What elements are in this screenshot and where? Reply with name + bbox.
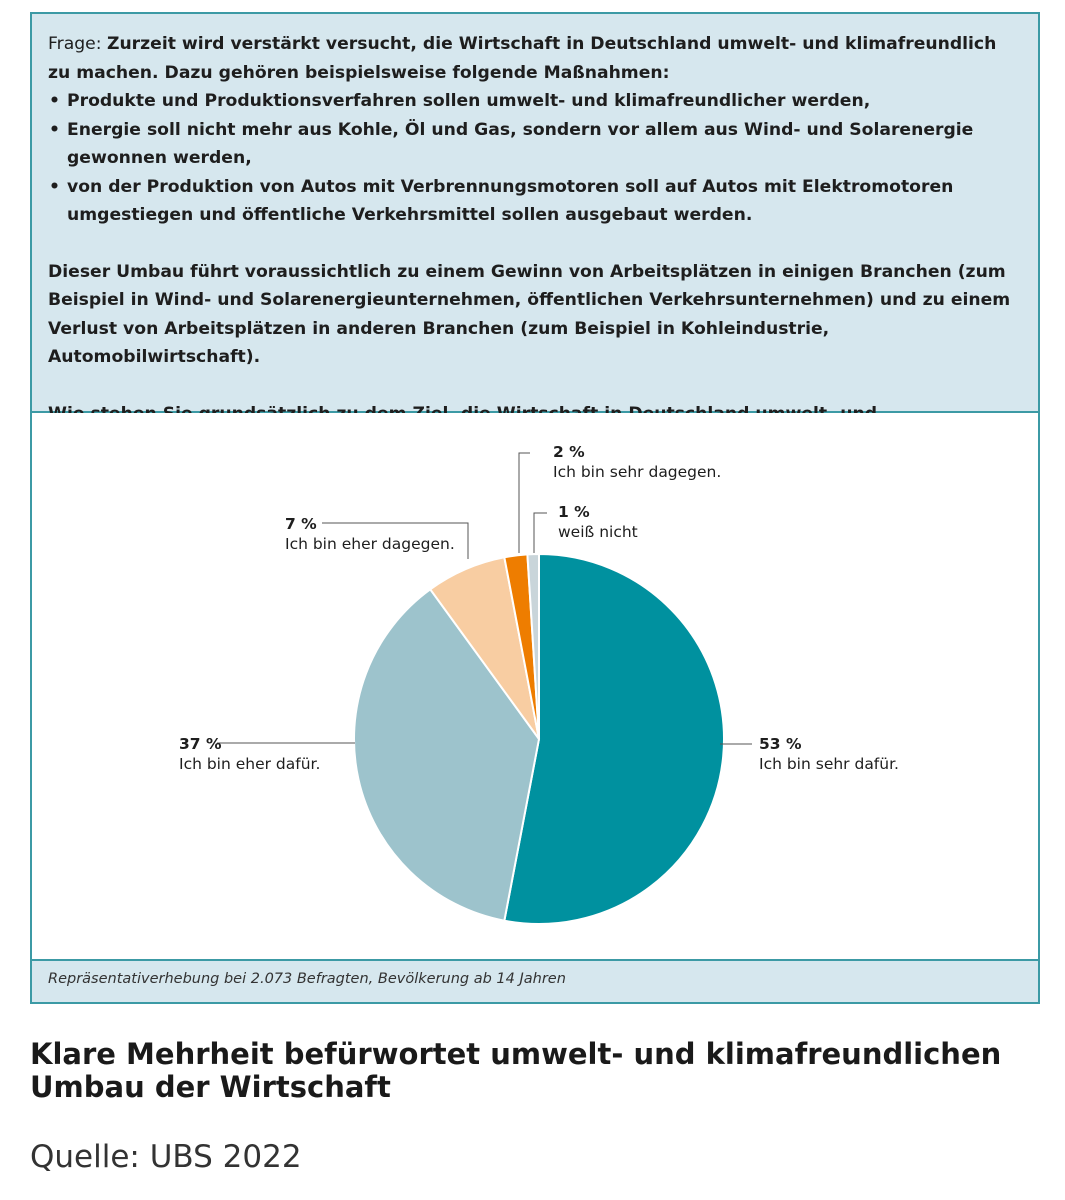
- source-note: Quelle: UBS 2022: [30, 1139, 302, 1175]
- question-context-text: Dieser Umbau führt voraussichtlich zu einem Gewinn von Arbeitsplätzen in einigen Branchen (zum Beispiel in Wind- und Solarenergieunternehmen, öffentlichen Verkehrsunternehmen) und zu einem Verlust von Arbeitsplätzen in anderen Branchen (zum Beispiel in Kohleindustrie, Automobilwirtschaft).: [48, 261, 1011, 367]
- value-label-weiss-nicht: 1 %: [558, 503, 590, 521]
- value-label-eher-dagegen: 7 %: [285, 515, 317, 533]
- value-label-sehr-dafuer: 53 %: [759, 735, 802, 753]
- chart-area: [32, 413, 1038, 961]
- measure-item: • von der Produktion von Autos mit Verbrennungsmotoren soll auf Autos mit Elektromotoren umgestiegen und öffentliche Verkehrsmittel sollen ausgebaut werden.: [48, 173, 1018, 230]
- category-label-weiss-nicht: weiß nicht: [558, 523, 638, 541]
- category-label-sehr-dafuer: Ich bin sehr dafür.: [759, 755, 899, 773]
- survey-card: [30, 12, 1040, 1004]
- category-label-sehr-dagegen: Ich bin sehr dagegen.: [553, 463, 722, 481]
- pie-chart: [32, 413, 1038, 959]
- measures-list: [48, 87, 1018, 230]
- question-intro: [48, 30, 1018, 87]
- question-prefix: Frage:: [48, 34, 107, 54]
- value-label-sehr-dagegen: 2 %: [553, 443, 585, 461]
- leader-line-weiss-nicht: [534, 513, 547, 553]
- category-label-eher-dagegen: Ich bin eher dagegen.: [285, 535, 455, 553]
- category-label-eher-dafuer: Ich bin eher dafür.: [179, 755, 321, 773]
- footnote: Repräsentativerhebung bei 2.073 Befragten, Bevölkerung ab 14 Jahren: [48, 971, 566, 987]
- measure-item: • Produkte und Produktionsverfahren sollen umwelt- und klimafreundlicher werden,: [48, 87, 1018, 116]
- measure-item: • Energie soll nicht mehr aus Kohle, Öl und Gas, sondern vor allem aus Wind- und Solarenergie gewonnen werden,: [48, 116, 1018, 173]
- leader-line-sehr-dagegen: [519, 453, 530, 553]
- question-intro-text: Zurzeit wird verstärkt versucht, die Wirtschaft in Deutschland umwelt- und klimafreundlich zu machen. Dazu gehören beispielsweise folgende Maßnahmen:: [48, 34, 997, 83]
- value-label-eher-dafuer: 37 %: [179, 735, 222, 753]
- question-context: [48, 258, 1018, 372]
- headline: Klare Mehrheit befürwortet umwelt- und klimafreundlichen Umbau der Wirtschaft: [30, 1037, 1002, 1104]
- question-box: [32, 14, 1038, 413]
